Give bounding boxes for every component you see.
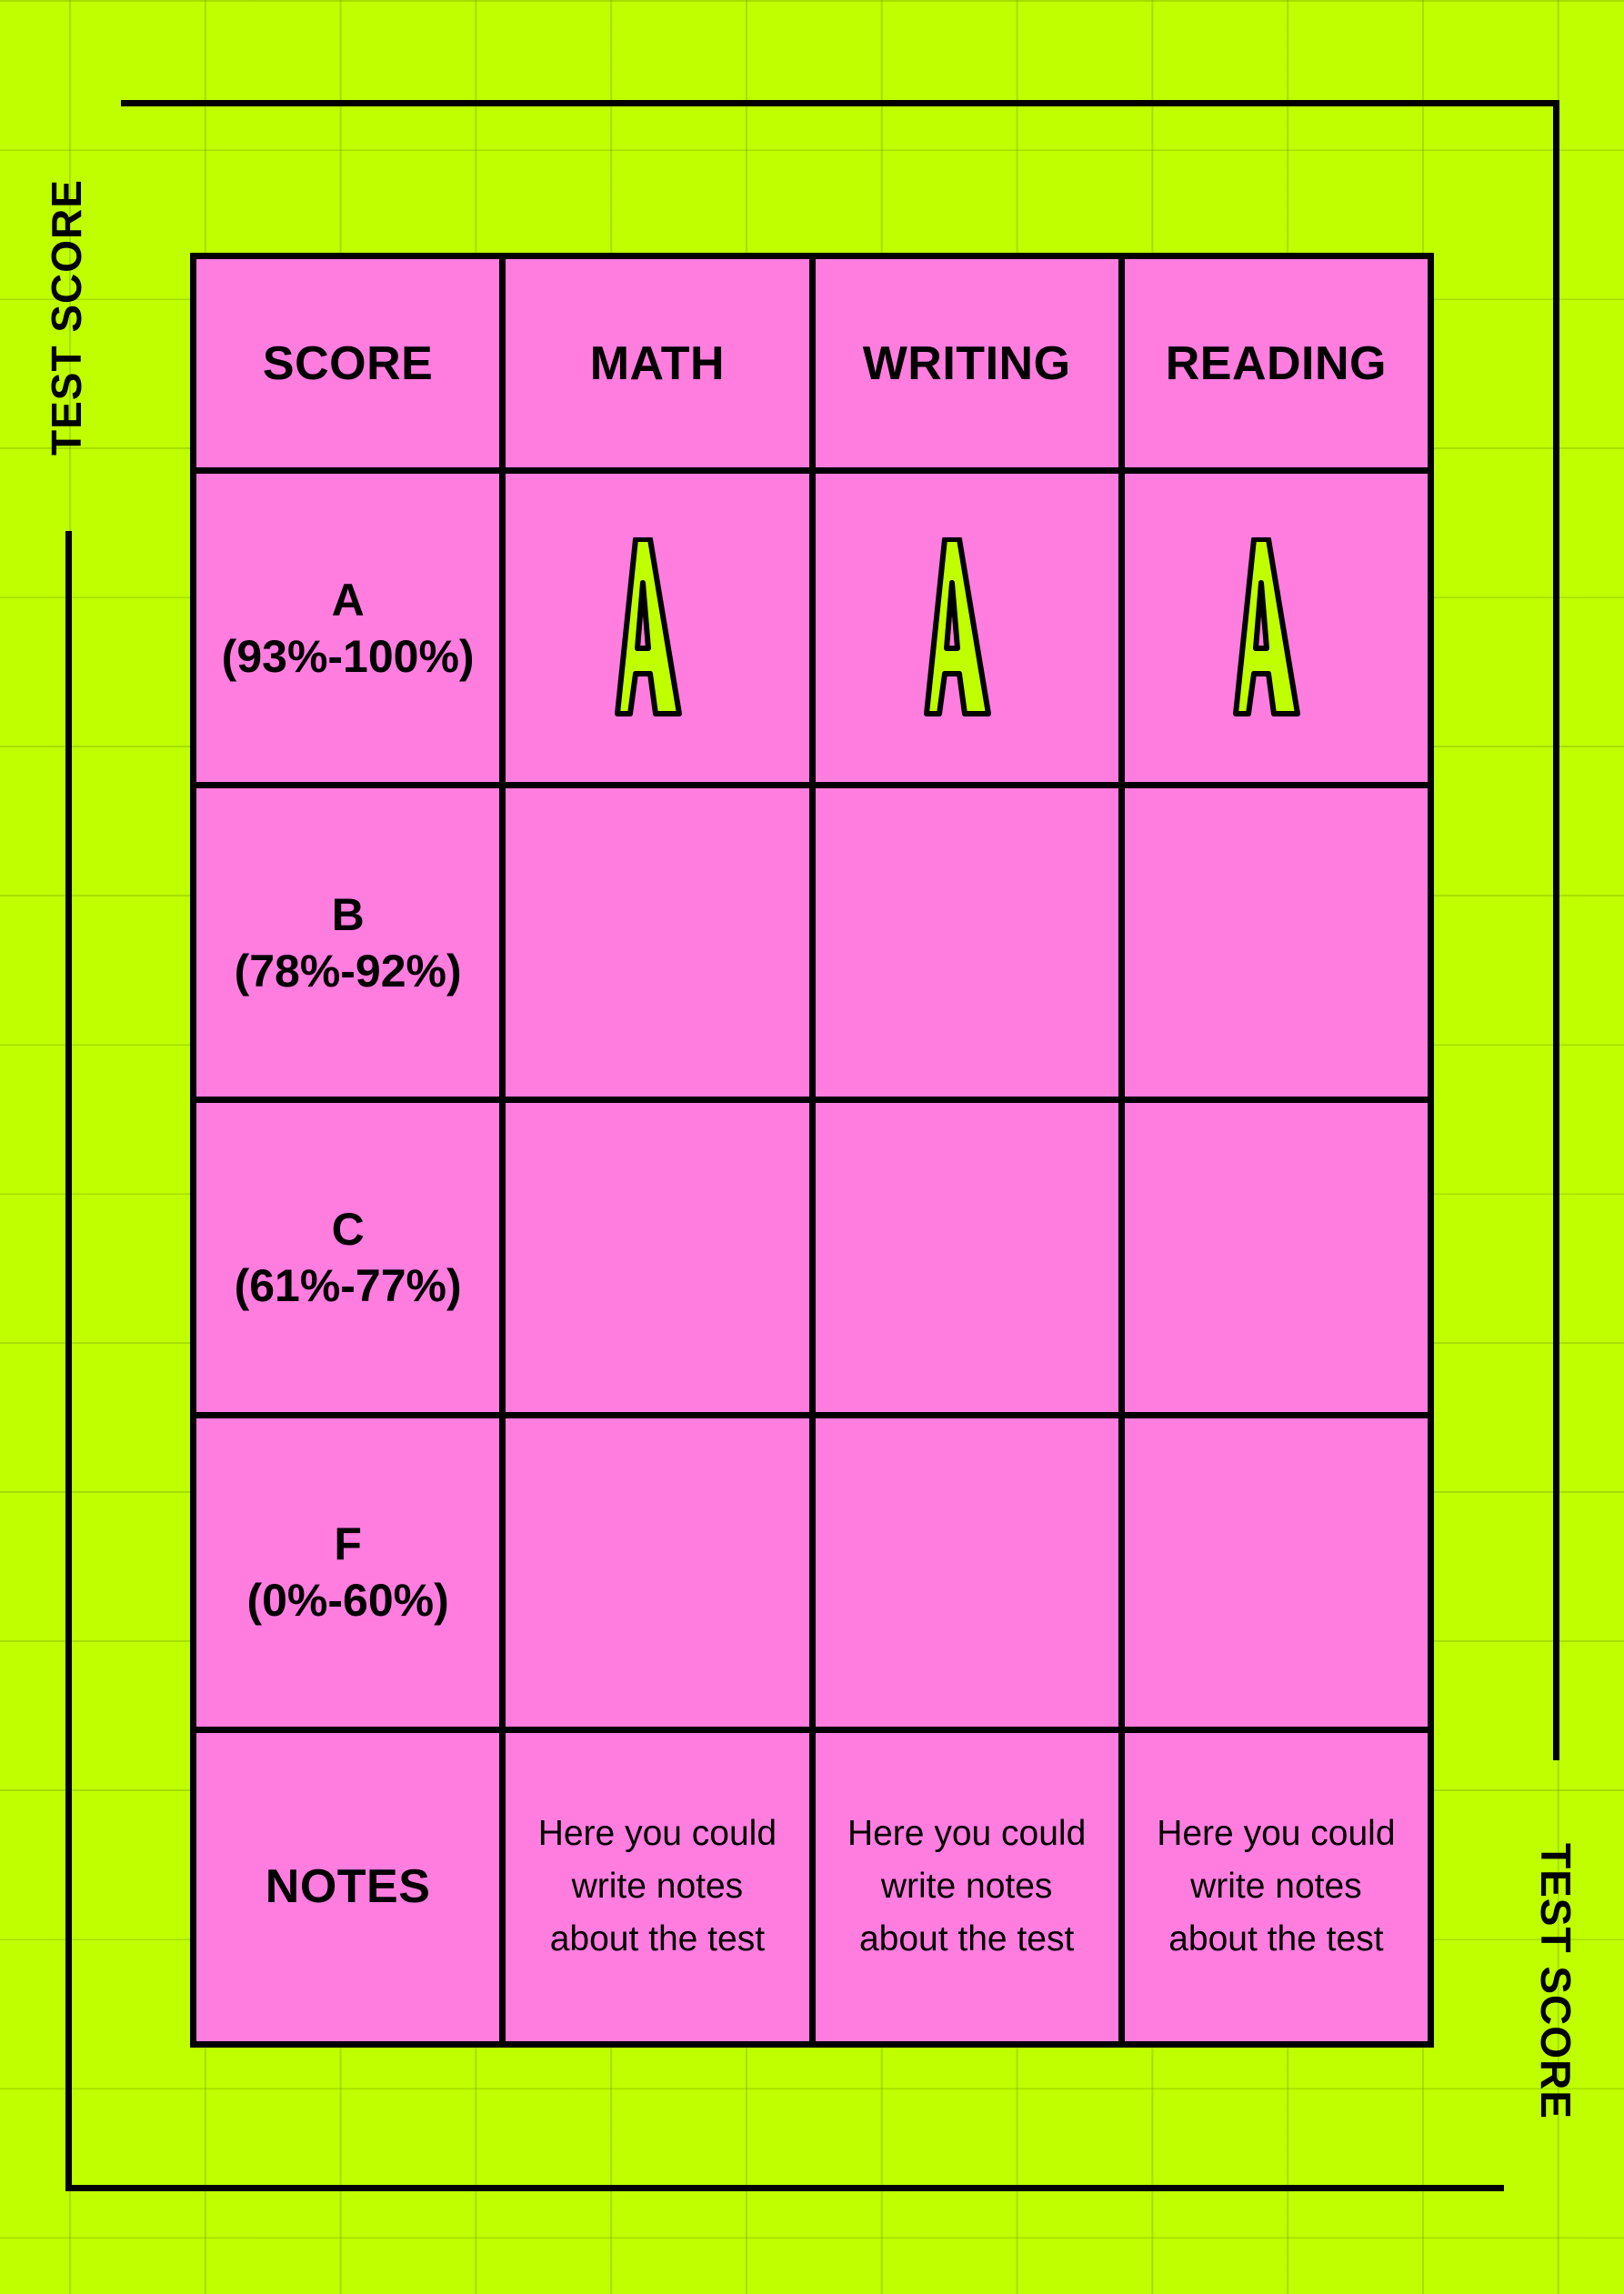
math-c-cell[interactable] bbox=[503, 1100, 812, 1415]
writing-f-cell[interactable] bbox=[812, 1415, 1121, 1729]
frame-top-line bbox=[121, 100, 1559, 106]
math-notes-cell[interactable] bbox=[503, 1729, 812, 2044]
reading-b-cell[interactable] bbox=[1121, 786, 1430, 1100]
math-b-cell[interactable] bbox=[503, 786, 812, 1100]
reading-a-cell[interactable] bbox=[1121, 471, 1430, 786]
table-row bbox=[194, 1415, 1431, 1729]
math-f-cell[interactable] bbox=[503, 1415, 812, 1729]
reading-f-cell[interactable] bbox=[1121, 1415, 1430, 1729]
table-row bbox=[194, 1100, 1431, 1415]
header-row bbox=[194, 256, 1431, 471]
notes-row bbox=[194, 1729, 1431, 2044]
header-writing: WRITING bbox=[812, 256, 1121, 471]
side-title-left: TEST SCORE bbox=[43, 179, 90, 456]
frame-bottom-line bbox=[65, 2185, 1504, 2191]
grade-range: (61%-77%) bbox=[234, 1260, 462, 1312]
grade-letter: B bbox=[331, 888, 365, 940]
notes-line: write notes bbox=[880, 1867, 1053, 1907]
side-title-right: TEST SCORE bbox=[1532, 1843, 1579, 2119]
notes-line: Here you could bbox=[847, 1814, 1087, 1854]
writing-grade-a-mark bbox=[923, 537, 1010, 719]
grade-range: (93%-100%) bbox=[221, 630, 475, 682]
grade-letter: C bbox=[331, 1204, 365, 1256]
notes-line: about the test bbox=[1168, 1919, 1384, 1959]
writing-notes-cell[interactable] bbox=[812, 1729, 1121, 2044]
table-row bbox=[194, 786, 1431, 1100]
writing-c-cell[interactable] bbox=[812, 1100, 1121, 1415]
notes-label: NOTES bbox=[194, 1729, 503, 2044]
grade-label-b bbox=[194, 786, 503, 1100]
notes-line: write notes bbox=[1190, 1867, 1362, 1907]
table-row bbox=[194, 471, 1431, 786]
grade-label-c bbox=[194, 1100, 503, 1415]
writing-b-cell[interactable] bbox=[812, 786, 1121, 1100]
writing-a-cell[interactable] bbox=[812, 471, 1121, 786]
notes-line: about the test bbox=[858, 1919, 1075, 1959]
grade-range: (0%-60%) bbox=[246, 1575, 449, 1627]
reading-c-cell[interactable] bbox=[1121, 1100, 1430, 1415]
notes-line: Here you could bbox=[537, 1814, 777, 1854]
math-a-cell[interactable] bbox=[503, 471, 812, 786]
header-score: SCORE bbox=[194, 256, 503, 471]
header-reading: READING bbox=[1121, 256, 1430, 471]
grade-label-f bbox=[194, 1415, 503, 1729]
notes-line: write notes bbox=[571, 1867, 744, 1907]
header-math: MATH bbox=[503, 256, 812, 471]
frame-right-line bbox=[1553, 100, 1559, 1760]
grade-label-a bbox=[194, 471, 503, 786]
math-grade-a-mark bbox=[614, 537, 701, 719]
frame-left-line bbox=[65, 531, 72, 2191]
notes-line: about the test bbox=[549, 1919, 766, 1959]
notes-line: Here you could bbox=[1157, 1814, 1396, 1854]
grade-range: (78%-92%) bbox=[234, 945, 462, 997]
grade-letter: A bbox=[331, 574, 365, 626]
reading-grade-a-mark bbox=[1232, 537, 1319, 719]
grade-letter: F bbox=[334, 1518, 362, 1570]
score-table bbox=[190, 253, 1434, 2048]
reading-notes-cell[interactable] bbox=[1121, 1729, 1430, 2044]
